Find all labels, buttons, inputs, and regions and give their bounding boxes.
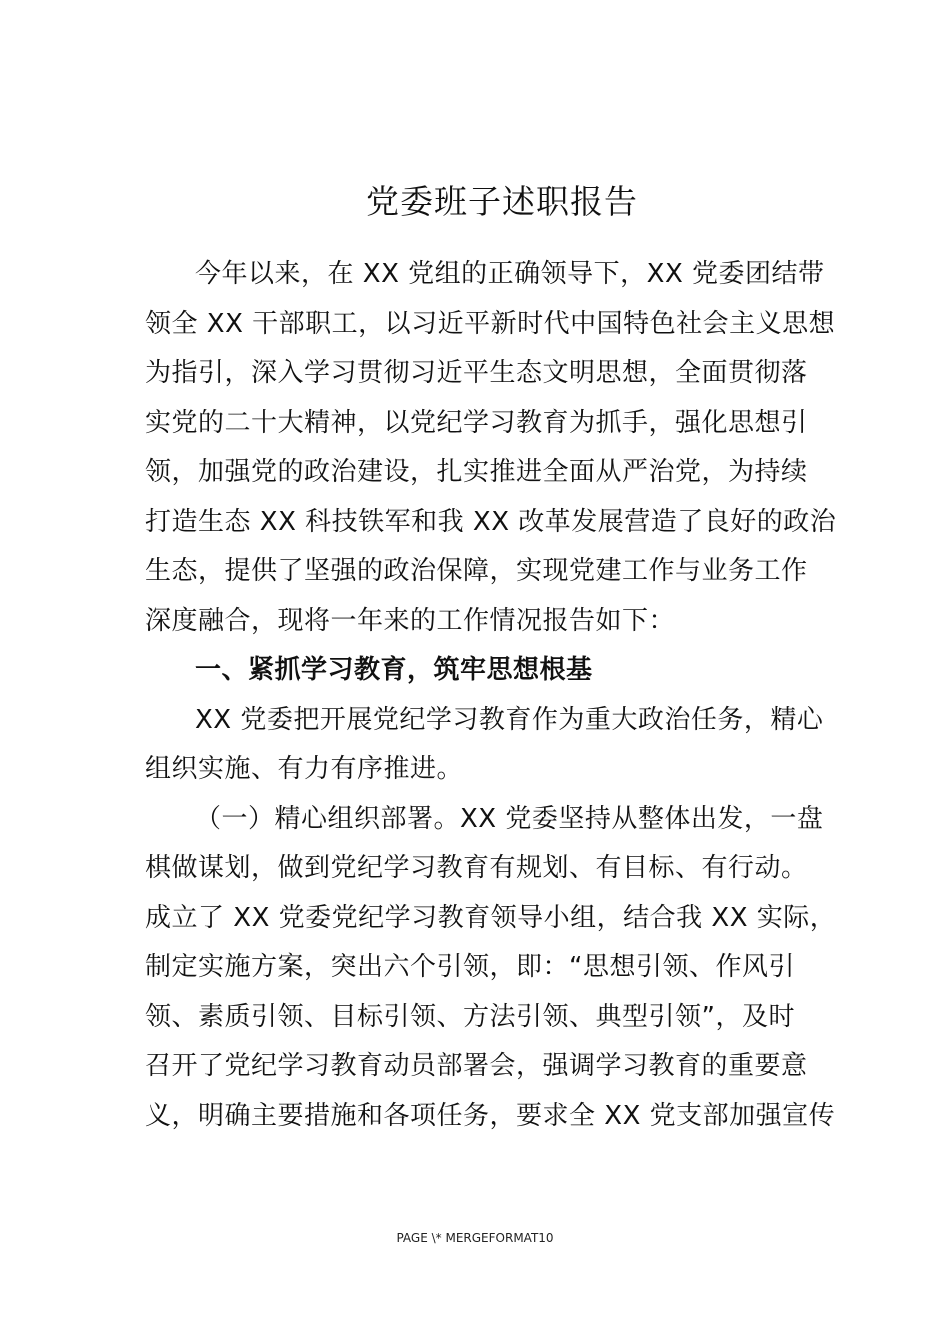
paragraph-line: 生态，提供了坚强的政治保障，实现党建工作与业务工作: [145, 556, 808, 586]
paragraph-line: XX 党委把开展党纪学习教育作为重大政治任务，精心: [195, 704, 824, 735]
paragraph-line: 棋做谋划，做到党纪学习教育有规划、有目标、有行动。: [145, 853, 808, 883]
paragraph-line: 成立了 XX 党委党纪学习教育领导小组，结合我 XX 实际，: [145, 902, 837, 933]
document-title: 党委班子述职报告: [366, 182, 638, 221]
paragraph-line: 领，加强党的政治建设，扎实推进全面从严治党，为持续: [145, 457, 808, 487]
paragraph-line: 实党的二十大精神，以党纪学习教育为抓手，强化思想引: [145, 407, 808, 438]
paragraph-line: 制定实施方案，突出六个引领，即：“思想引领、作风引: [145, 952, 795, 982]
paragraph-line: 领、素质引领、目标引领、方法引领、典型引领”，及时: [145, 1001, 795, 1032]
paragraph-line: 深度融合，现将一年来的工作情况报告如下：: [145, 605, 676, 636]
paragraph-line: 今年以来，在 XX 党组的正确领导下，XX 党委团结带: [195, 259, 825, 289]
page-footer: PAGE \* MERGEFORMAT10: [396, 1231, 554, 1245]
paragraph-line: 召开了党纪学习教育动员部署会，强调学习教育的重要意: [145, 1051, 808, 1081]
document-body: [145, 250, 837, 1141]
paragraph-line: 组织实施、有力有序推进。: [145, 754, 464, 784]
section-heading: 一、紧抓学习教育，筑牢思想根基: [195, 655, 593, 685]
paragraph-line: 打造生态 XX 科技铁军和我 XX 改革发展营造了良好的政治: [145, 506, 837, 537]
paragraph-line: 义，明确主要措施和各项任务，要求全 XX 党支部加强宣传: [145, 1100, 836, 1131]
paragraph-line: 为指引，深入学习贯彻习近平生态文明思想，全面贯彻落: [145, 358, 808, 388]
paragraph-line: （一）精心组织部署。XX 党委坚持从整体出发，一盘: [195, 803, 824, 834]
paragraph-line: 领全 XX 干部职工，以习近平新时代中国特色社会主义思想: [145, 308, 836, 339]
